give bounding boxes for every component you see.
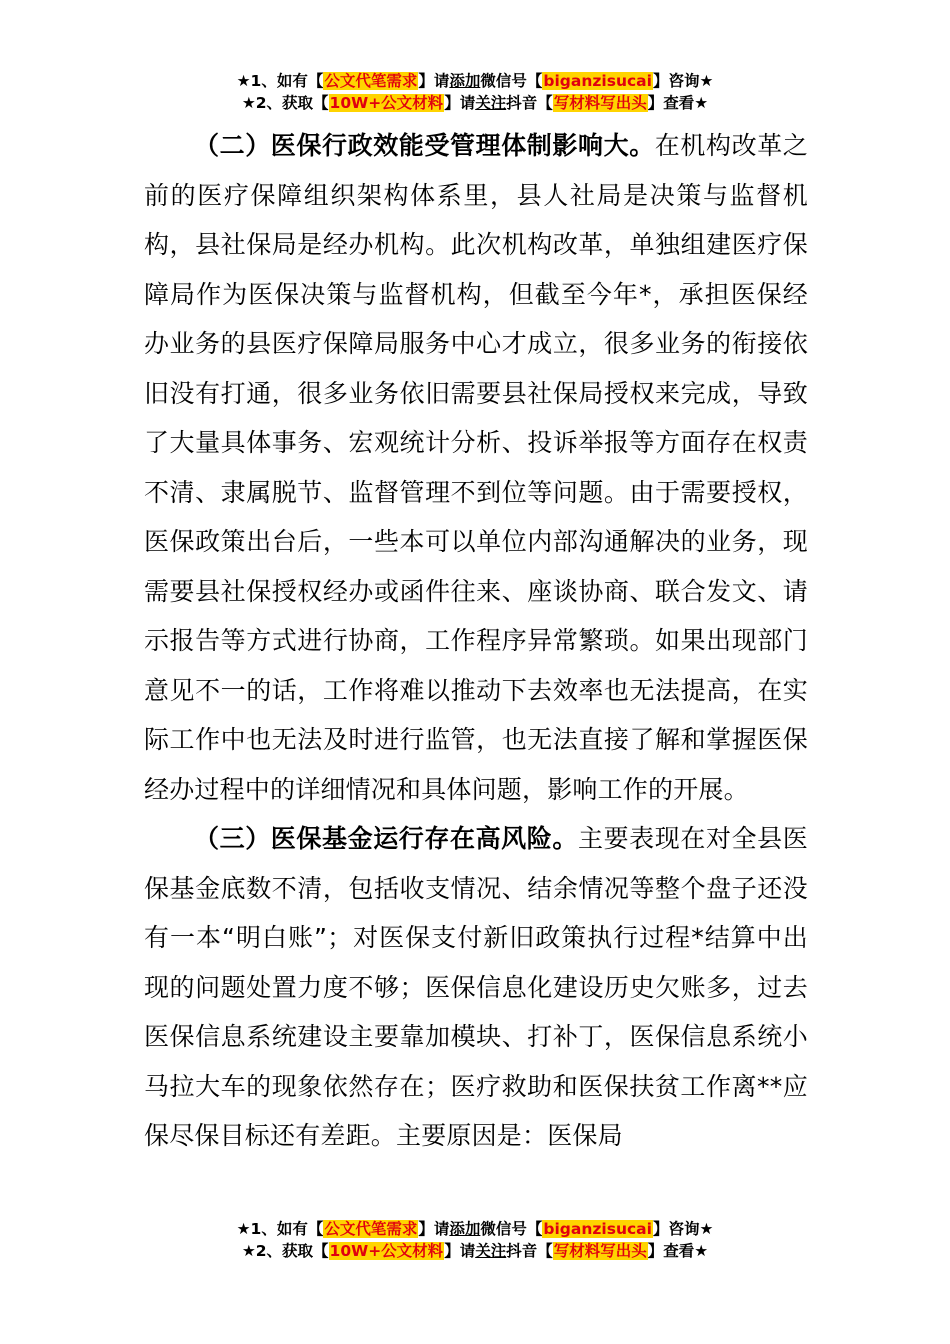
paragraph-text: 主要表现在对全县医保基金底数不清，包括收支情况、结余情况等整个盘子还没有一本“明白账”；对医保支付新旧政策执行过程*结算中出现的问题处置力度不够；医保信息化建设历史欠账多，过去医保信息系统建设主要靠加模块、打补丁，医保信息系统小马拉大车的现象依然存在；医疗救助和医保扶贫工作离**应保尽保目标还有差距。主要原因是：医保局	[144, 824, 808, 1150]
promo-text: 抖音【	[506, 94, 553, 112]
promo-text: 抖音【	[506, 1242, 553, 1260]
promo-highlight: 公文代笔需求	[324, 72, 418, 90]
promo-text: 】请	[444, 1242, 476, 1260]
promo-underlined: 添加	[449, 72, 481, 90]
promo-highlight: 10W+公文材料	[329, 1242, 444, 1260]
promo-text: 】请	[418, 72, 450, 90]
promo-wechat-id: biganzisucai	[543, 1220, 652, 1238]
paragraph-text: 在机构改革之前的医疗保障组织架构体系里，县人社局是决策与监督机构，县社保局是经办机构。此次机构改革，单独组建医疗保障局作为医保决策与监督机构，但截至今年*，承担医保经办业务的县医疗保障局服务中心才成立，很多业务的衔接依旧没有打通，很多业务依旧需要县社保局授权来完成，导致了大量具体事务、宏观统计分析、投诉举报等方面存在权责不清、隶属脱节、监督管理不到位等问题。由于需要授权，医保政策出台后，一些本可以单位内部沟通解决的业务，现需要县社保授权经办或函件往来、座谈协商、联合发文、请示报告等方式进行协商，工作程序异常繁琐。如果出现部门意见不一的话，工作将难以推动下去效率也无法提高，在实际工作中也无法及时进行监管，也无法直接了解和掌握医保经办过程中的详细情况和具体问题，影响工作的开展。	[144, 131, 808, 804]
promo-text: 】咨询★	[652, 72, 714, 90]
section-heading: （二）医保行政效能受管理体制影响大。	[194, 131, 655, 160]
promo-text: 】查看★	[647, 1242, 709, 1260]
promo-wechat-id: biganzisucai	[543, 72, 652, 90]
promo-douyin-id: 写材料写出头	[553, 1242, 647, 1260]
paragraph-fund-risk	[144, 814, 808, 1161]
header-promo-banner	[0, 70, 950, 114]
promo-highlight: 10W+公文材料	[329, 94, 444, 112]
promo-text: 微信号【	[480, 1220, 543, 1238]
promo-text: 】咨询★	[652, 1220, 714, 1238]
promo-text: 微信号【	[480, 72, 543, 90]
promo-underlined: 添加	[449, 1220, 481, 1238]
promo-text: ★2、获取【	[241, 94, 329, 112]
promo-text: ★1、如有【	[236, 72, 324, 90]
paragraph-admin-efficiency	[144, 121, 808, 814]
promo-line-1	[0, 1218, 950, 1240]
promo-text: ★2、获取【	[241, 1242, 329, 1260]
footer-promo-banner	[0, 1218, 950, 1262]
promo-highlight: 公文代笔需求	[324, 1220, 418, 1238]
promo-underlined: 关注	[475, 94, 507, 112]
promo-line-1	[0, 70, 950, 92]
promo-text: 】请	[418, 1220, 450, 1238]
promo-text: ★1、如有【	[236, 1220, 324, 1238]
document-body	[144, 121, 808, 1161]
promo-underlined: 关注	[475, 1242, 507, 1260]
promo-text: 】查看★	[647, 94, 709, 112]
promo-text: 】请	[444, 94, 476, 112]
promo-douyin-id: 写材料写出头	[553, 94, 647, 112]
section-heading: （三）医保基金运行存在高风险。	[194, 824, 578, 853]
promo-line-2	[0, 1240, 950, 1262]
promo-line-2	[0, 92, 950, 114]
